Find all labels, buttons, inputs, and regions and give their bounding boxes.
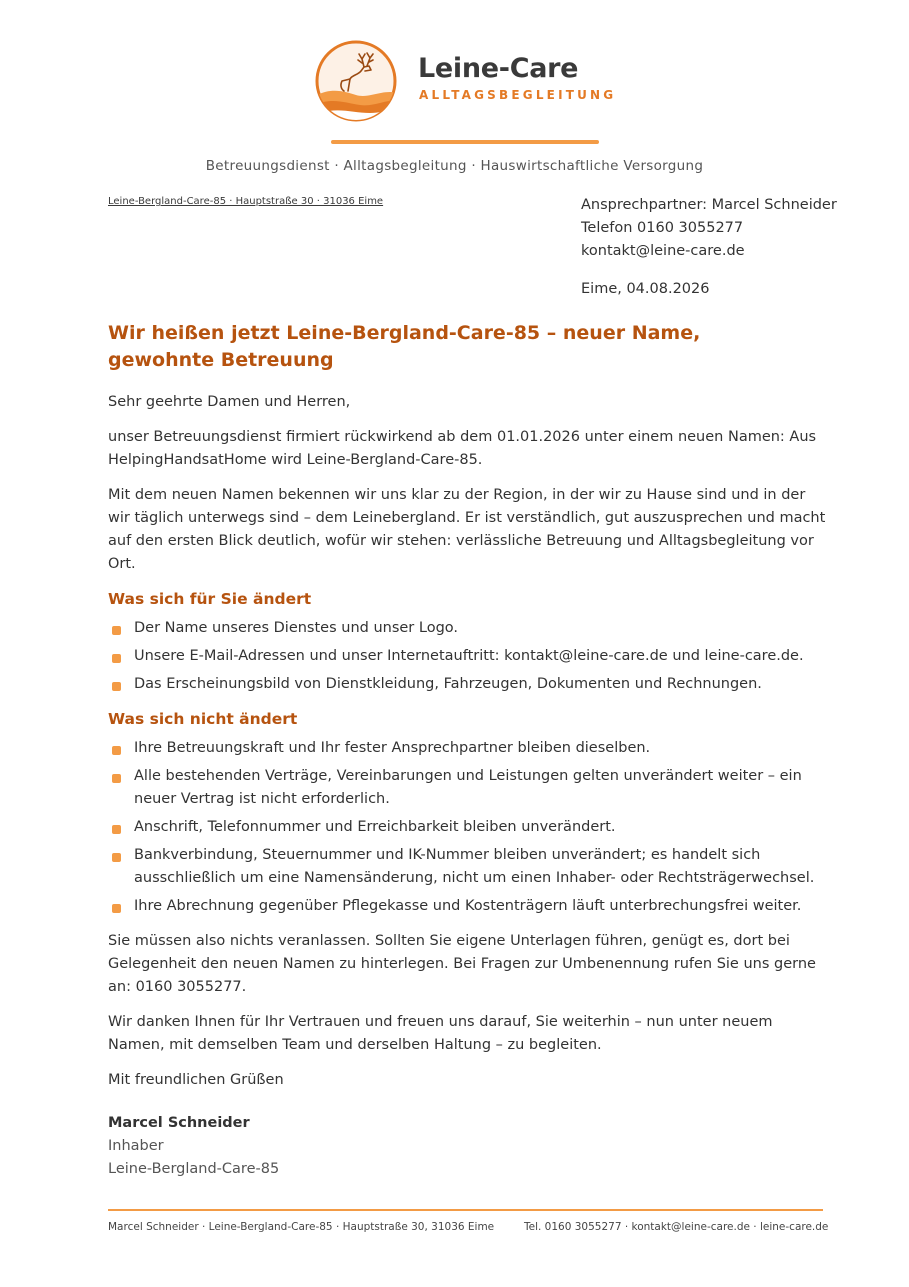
list-item: Unsere E-Mail-Adressen und unser Internetauftritt: kontakt@leine-care.de und leine-care.de. [108,645,826,668]
brand-name: Leine-Care [418,53,579,84]
outro-paragraph: Wir danken Ihnen für Ihr Vertrauen und freuen uns darauf, Sie weiterhin – nun unter neuem Namen, mit demselben Team und derselben Haltung – zu begleiten. [108,1014,773,1053]
contact-block [581,194,837,263]
unchanged-heading: Was sich nicht ändert [108,710,298,728]
letter-subject: Wir heißen jetzt Leine-Bergland-Care-85 – neuer Name, gewohnte Betreuung [108,322,701,371]
list-item: Bankverbindung, Steuernummer und IK-Nummer bleiben unverändert; es handelt sich ausschließlich um eine Namensänderung, nicht um einen Inhaber- oder Rechtsträgerwechsel. [108,844,826,890]
list-item: Ihre Betreuungskraft und Ihr fester Ansprechpartner bleiben dieselben. [108,737,826,760]
brand-subtitle: ALLTAGSBEGLEITUNG [419,88,617,102]
header-divider [331,140,599,144]
letter-date: Eime, 04.08.2026 [581,281,710,297]
sender-return-address: Leine-Bergland-Care-85 · Hauptstraße 30 · 31036 Eime [108,196,384,207]
changes-heading: Was sich für Sie ändert [108,590,312,608]
list-item: Ihre Abrechnung gegenüber Pflegekasse und Kostenträgern läuft unterbrechungsfrei weiter. [108,895,826,918]
signature-company: Leine-Bergland-Care-85 [108,1161,280,1177]
brand-tagline: Betreuungsdienst · Alltagsbegleitung · Hauswirtschaftliche Versorgung [205,158,704,174]
footer-address: Marcel Schneider · Leine-Bergland-Care-85 · Hauptstraße 30, 31036 Eime [108,1221,495,1233]
square-bullet-icon [112,626,121,635]
unchanged-list [108,737,826,918]
list-item: Der Name unseres Dienstes und unser Logo. [108,617,826,640]
deer-landscape-logo-icon [314,39,398,123]
outro-paragraph: Sie müssen also nichts veranlassen. Sollten Sie eigene Unterlagen führen, genügt es, dort bei Gelegenheit den neuen Namen zu hinterlegen. Bei Fragen zur Umbenennung rufen Sie uns gerne an: 0160 3055277. [108,933,816,995]
list-item: Das Erscheinungsbild von Dienstkleidung, Fahrzeugen, Dokumenten und Rechnungen. [108,673,826,696]
changes-list [108,617,826,696]
square-bullet-icon [112,853,121,862]
closing: Mit freundlichen Grüßen [108,1072,284,1088]
signature-name: Marcel Schneider [108,1115,250,1131]
list-item: Alle bestehenden Verträge, Vereinbarungen und Leistungen gelten unverändert weiter – ein neuer Vertrag ist nicht erforderlich. [108,765,826,811]
contact-email: kontakt@leine-care.de [581,243,745,259]
contact-person: Ansprechpartner: Marcel Schneider [581,197,837,213]
signature-role: Inhaber [108,1138,164,1154]
letterhead-logo [314,39,617,123]
square-bullet-icon [112,904,121,913]
intro-paragraph: Mit dem neuen Namen bekennen wir uns klar zu der Region, in der wir zu Hause sind und in der wir täglich unterwegs sind – dem Leinebergland. Er ist verständlich, gut auszusprechen und macht auf den ersten Blick deutlich, wofür wir stehen: verlässliche Betreuung und Alltagsbegleitung vor Ort. [108,487,826,572]
salutation: Sehr geehrte Damen und Herren, [108,394,351,410]
contact-phone: Telefon 0160 3055277 [581,220,744,236]
square-bullet-icon [112,825,121,834]
square-bullet-icon [112,746,121,755]
intro-paragraph: unser Betreuungsdienst firmiert rückwirkend ab dem 01.01.2026 unter einem neuen Namen: Aus HelpingHandsatHome wird Leine-Bergland-Care-85. [108,429,817,468]
square-bullet-icon [112,654,121,663]
square-bullet-icon [112,682,121,691]
letter-body [108,391,826,1181]
footer-divider [108,1209,823,1211]
list-item: Anschrift, Telefonnummer und Erreichbarkeit bleiben unverändert. [108,816,826,839]
square-bullet-icon [112,774,121,783]
footer-contact: Tel. 0160 3055277 · kontakt@leine-care.de · leine-care.de [524,1221,829,1233]
